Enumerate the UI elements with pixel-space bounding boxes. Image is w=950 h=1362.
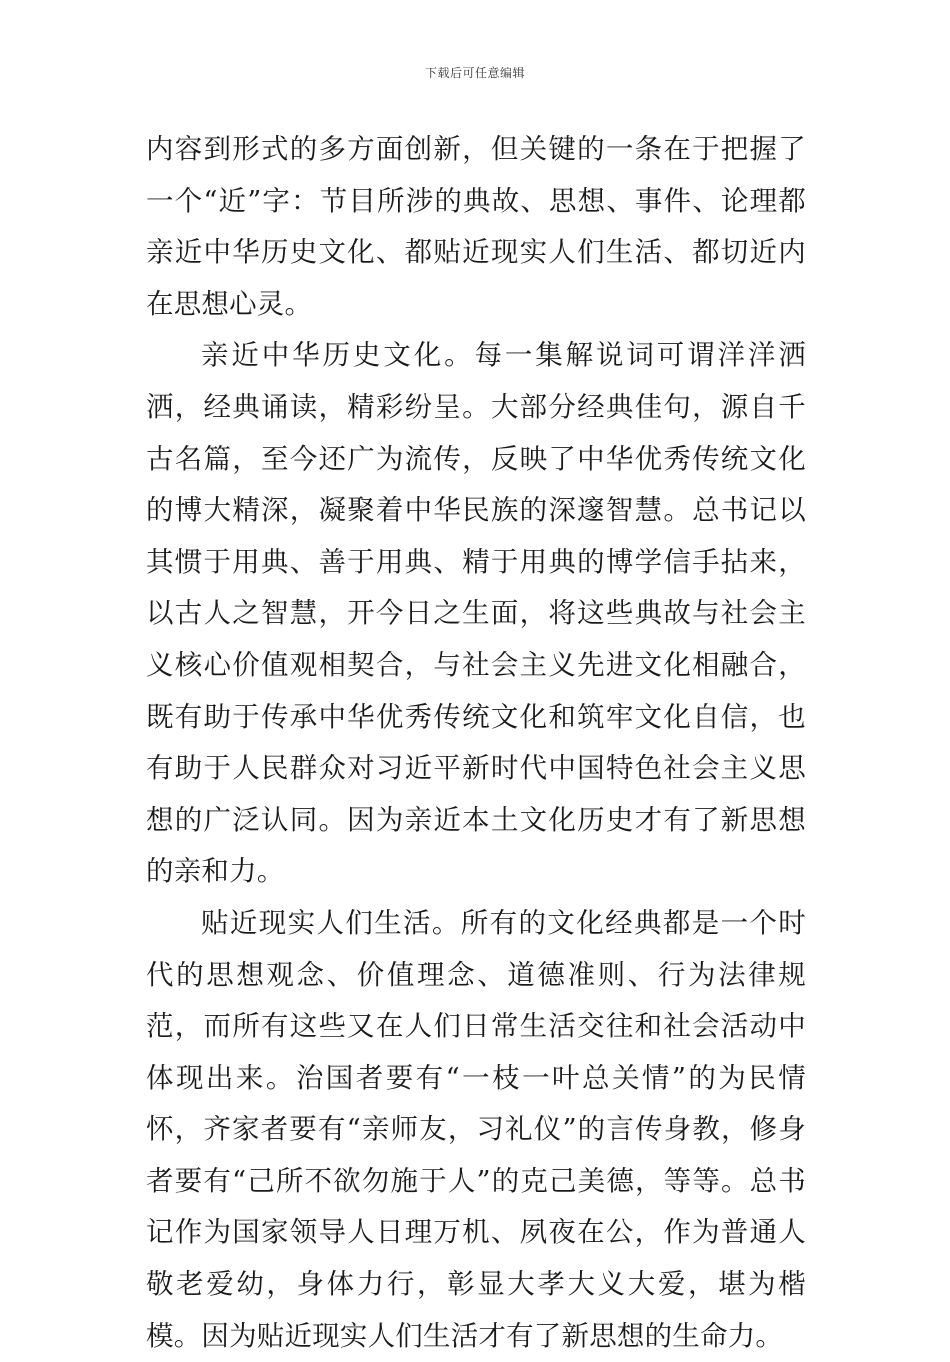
paragraph-3: 贴近现实人们生活。所有的文化经典都是一个时代的思想观念、价值理念、道德准则、行为法律规范，而所有这些又在人们日常生活交往和社会活动中体现出来。治国者要有“一枝一叶总关情”的为民情怀，齐家者要有“亲师友，习礼仪”的言传身教，修身者要有“己所不欲勿施于人”的克己美德，等等。总书记作为国家领导人日理万机、夙夜在公，作为普通人敬老爱幼，身体力行，彰显大孝大义大爱，堪为楷模。因为贴近现实人们生活才有了新思想的生命力。 xyxy=(146,906,806,1352)
page-header: 下载后可任意编辑 xyxy=(424,66,525,80)
paragraph-1: 内容到形式的多方面创新，但关键的一条在于把握了一个“近”字：节目所涉的典故、思想、事件、论理都亲近中华历史文化、都贴近现实人们生活、都切近内在思想心灵。 xyxy=(146,133,806,320)
paragraph-2: 亲近中华历史文化。每一集解说词可谓洋洋洒洒，经典诵读，精彩纷呈。大部分经典佳句，源自千古名篇，至今还广为流传，反映了中华优秀传统文化的博大精深，凝聚着中华民族的深邃智慧。总书记以其惯于用典、善于用典、精于用典的博学信手拈来，以古人之智慧，开今日之生面，将这些典故与社会主义核心价值观相契合，与社会主义先进文化相融合，既有助于传承中华优秀传统文化和筑牢文化自信，也有助于人民群众对习近平新时代中国特色社会主义思想的广泛认同。因为亲近本土文化历史才有了新思想的亲和力。 xyxy=(146,339,806,888)
document-body xyxy=(146,124,806,1362)
